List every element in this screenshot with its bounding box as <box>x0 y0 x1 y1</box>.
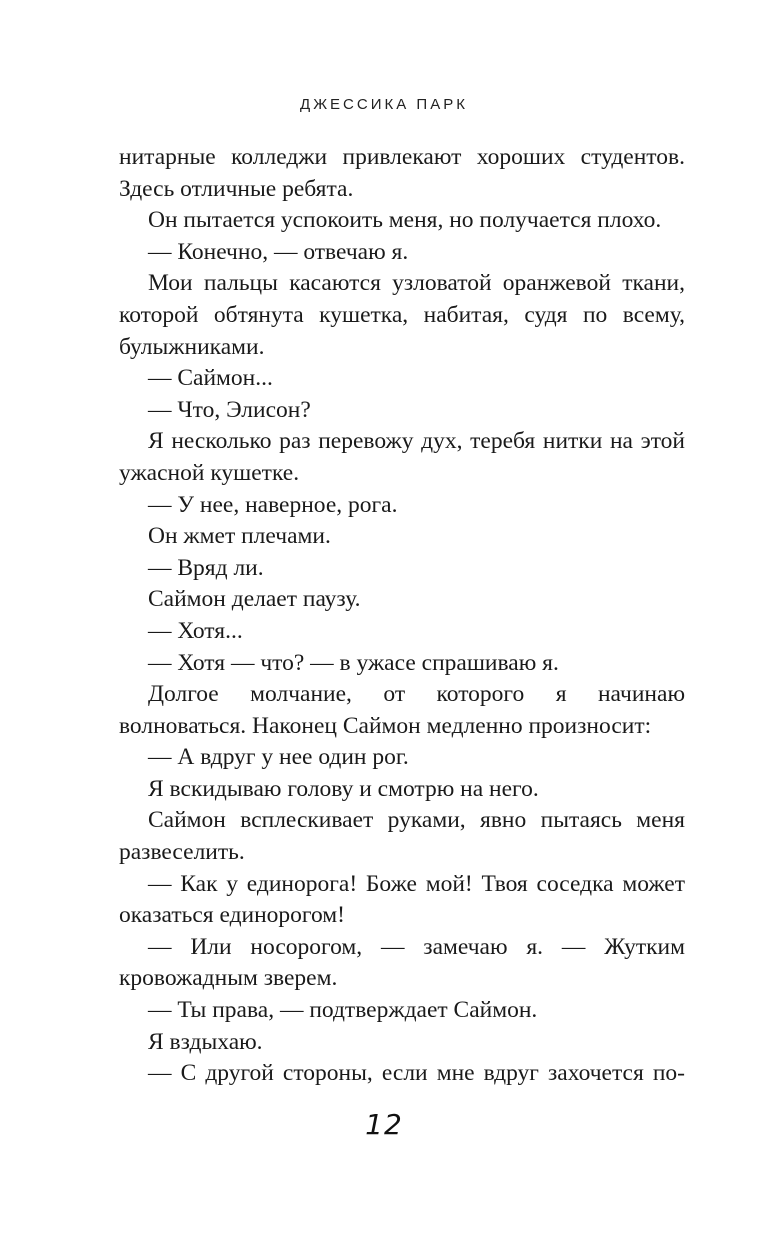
paragraph: Он жмет плечами. <box>148 523 331 550</box>
paragraph: Я вскидываю голову и смотрю на него. <box>148 775 539 802</box>
paragraph: — Ты права, — подтверждает Саймон. <box>148 997 538 1024</box>
paragraph: — Что, Элисон? <box>148 396 311 423</box>
paragraph: Мои пальцы касаются узловатой оранжевой ткани, которой обтянута кушетка, набитая, судя по всему, булыжниками. <box>119 270 685 360</box>
paragraph: — Как у единорога! Боже мой! Твоя соседка может оказаться единорогом! <box>119 870 685 929</box>
paragraph: — С другой стороны, если мне вдруг захочется по- <box>148 1060 685 1087</box>
paragraph: Саймон делает паузу. <box>148 586 361 613</box>
paragraph: — Вряд ли. <box>148 554 264 581</box>
paragraph: Саймон всплескивает руками, явно пытаясь меня развеселить. <box>119 807 685 866</box>
paragraph: — Хотя... <box>148 617 243 644</box>
paragraph: Я вздыхаю. <box>148 1028 263 1055</box>
paragraph: — У нее, наверное, рога. <box>148 491 398 518</box>
paragraph: Долгое молчание, от которого я начинаю волноваться. Наконец Саймон медленно произносит: <box>119 681 685 739</box>
paragraph: — Саймон... <box>148 365 273 392</box>
body-text <box>119 142 685 1090</box>
paragraph: Он пытается успокоить меня, но получается плохо. <box>148 207 662 234</box>
paragraph: Я несколько раз перевожу дух, теребя нитки на этой ужасной кушетке. <box>119 428 685 486</box>
paragraph: — Хотя — что? — в ужасе спрашиваю я. <box>148 649 559 676</box>
paragraph: — Конечно, — отвечаю я. <box>148 238 409 265</box>
paragraph: — Или носорогом, — замечаю я. — Жутким кровожадным зверем. <box>119 933 685 992</box>
running-head: ДЖЕССИКА ПАРК <box>300 96 468 113</box>
page-number: 12 <box>365 1108 403 1141</box>
paragraph: нитарные колледжи привлекают хороших студентов. Здесь отличные ребята. <box>119 144 685 202</box>
paragraph: — А вдруг у нее один рог. <box>148 744 409 771</box>
